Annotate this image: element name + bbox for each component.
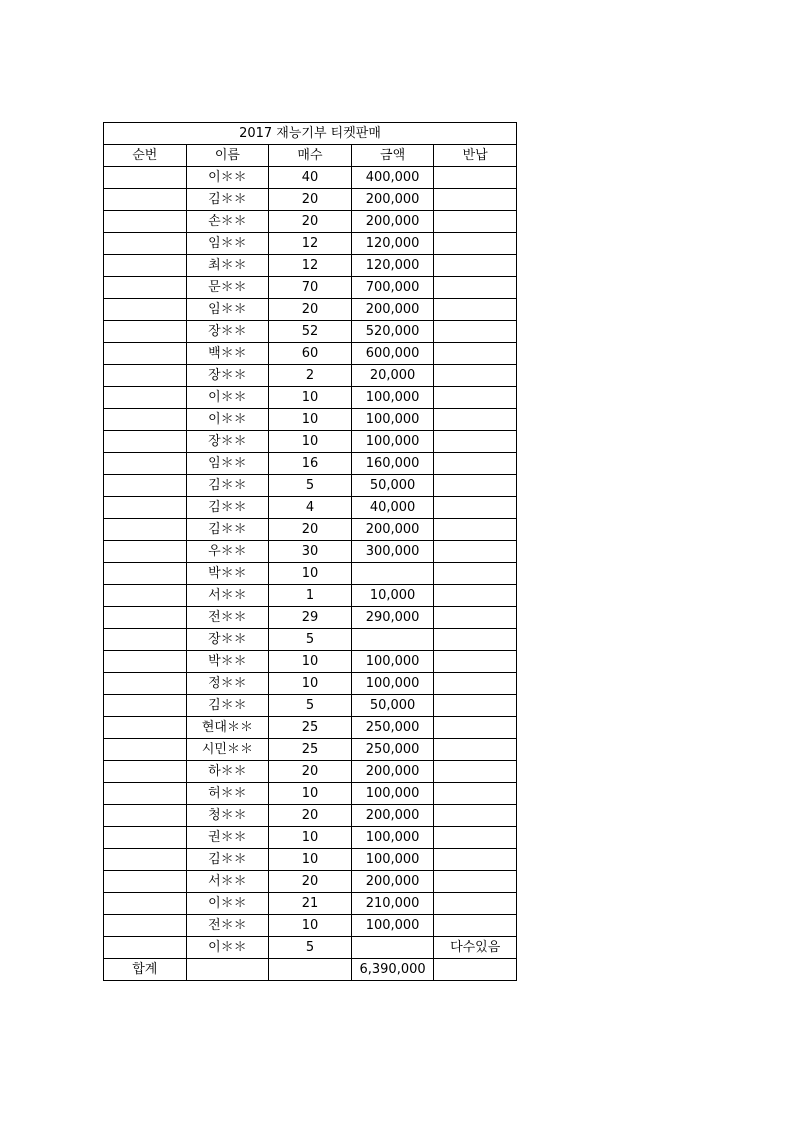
table-row <box>104 937 517 959</box>
header-seq: 순번 <box>104 145 187 167</box>
cell-seq <box>104 563 187 585</box>
cell-returned <box>434 497 517 519</box>
cell-amount: 50,000 <box>351 695 434 717</box>
table-row <box>104 695 517 717</box>
cell-seq <box>104 321 187 343</box>
cell-seq <box>104 211 187 233</box>
cell-amount: 50,000 <box>351 475 434 497</box>
cell-seq <box>104 827 187 849</box>
cell-amount: 100,000 <box>351 651 434 673</box>
cell-returned <box>434 805 517 827</box>
table-row <box>104 563 517 585</box>
table-row <box>104 189 517 211</box>
cell-amount: 10,000 <box>351 585 434 607</box>
total-name <box>186 959 269 981</box>
cell-seq <box>104 805 187 827</box>
cell-returned <box>434 387 517 409</box>
cell-seq <box>104 585 187 607</box>
table-row <box>104 167 517 189</box>
cell-seq <box>104 607 187 629</box>
cell-amount: 100,000 <box>351 409 434 431</box>
cell-name: 전＊＊ <box>186 915 269 937</box>
cell-seq <box>104 651 187 673</box>
cell-amount: 100,000 <box>351 849 434 871</box>
cell-amount: 200,000 <box>351 519 434 541</box>
cell-returned <box>434 563 517 585</box>
table-row <box>104 321 517 343</box>
cell-returned <box>434 277 517 299</box>
cell-qty: 20 <box>269 299 352 321</box>
cell-qty: 70 <box>269 277 352 299</box>
cell-qty: 5 <box>269 629 352 651</box>
cell-amount <box>351 937 434 959</box>
table-row <box>104 387 517 409</box>
table-row <box>104 211 517 233</box>
cell-name: 김＊＊ <box>186 849 269 871</box>
cell-returned <box>434 541 517 563</box>
cell-qty: 12 <box>269 233 352 255</box>
cell-qty: 16 <box>269 453 352 475</box>
table-row <box>104 629 517 651</box>
cell-seq <box>104 233 187 255</box>
cell-qty: 29 <box>269 607 352 629</box>
cell-returned <box>434 761 517 783</box>
cell-returned <box>434 717 517 739</box>
cell-amount: 200,000 <box>351 211 434 233</box>
cell-returned <box>434 871 517 893</box>
table-row <box>104 717 517 739</box>
cell-seq <box>104 717 187 739</box>
table-row <box>104 585 517 607</box>
cell-returned <box>434 673 517 695</box>
cell-seq <box>104 343 187 365</box>
cell-name: 손＊＊ <box>186 211 269 233</box>
cell-name: 장＊＊ <box>186 629 269 651</box>
cell-qty: 10 <box>269 651 352 673</box>
table-row <box>104 805 517 827</box>
cell-returned <box>434 321 517 343</box>
cell-name: 서＊＊ <box>186 585 269 607</box>
cell-returned: 다수있음 <box>434 937 517 959</box>
table-row <box>104 871 517 893</box>
table-row <box>104 475 517 497</box>
cell-returned <box>434 453 517 475</box>
cell-name: 이＊＊ <box>186 893 269 915</box>
cell-name: 임＊＊ <box>186 453 269 475</box>
cell-returned <box>434 915 517 937</box>
cell-seq <box>104 871 187 893</box>
table-row <box>104 233 517 255</box>
cell-seq <box>104 299 187 321</box>
cell-qty: 52 <box>269 321 352 343</box>
cell-returned <box>434 255 517 277</box>
cell-returned <box>434 409 517 431</box>
cell-name: 이＊＊ <box>186 409 269 431</box>
cell-amount: 120,000 <box>351 255 434 277</box>
cell-returned <box>434 739 517 761</box>
cell-name: 권＊＊ <box>186 827 269 849</box>
total-qty <box>269 959 352 981</box>
table-row <box>104 255 517 277</box>
cell-qty: 12 <box>269 255 352 277</box>
cell-amount: 100,000 <box>351 431 434 453</box>
total-label: 합계 <box>104 959 187 981</box>
cell-amount: 120,000 <box>351 233 434 255</box>
cell-seq <box>104 695 187 717</box>
cell-seq <box>104 497 187 519</box>
cell-returned <box>434 607 517 629</box>
cell-amount: 200,000 <box>351 189 434 211</box>
cell-name: 우＊＊ <box>186 541 269 563</box>
cell-name: 박＊＊ <box>186 651 269 673</box>
cell-qty: 20 <box>269 761 352 783</box>
cell-qty: 5 <box>269 475 352 497</box>
table-row <box>104 541 517 563</box>
cell-seq <box>104 849 187 871</box>
cell-seq <box>104 409 187 431</box>
cell-seq <box>104 629 187 651</box>
header-name: 이름 <box>186 145 269 167</box>
cell-returned <box>434 189 517 211</box>
cell-name: 문＊＊ <box>186 277 269 299</box>
table-row <box>104 277 517 299</box>
cell-amount: 40,000 <box>351 497 434 519</box>
cell-name: 정＊＊ <box>186 673 269 695</box>
table-row <box>104 409 517 431</box>
ticket-sales-table <box>103 122 517 981</box>
table-row <box>104 849 517 871</box>
cell-qty: 60 <box>269 343 352 365</box>
cell-amount: 700,000 <box>351 277 434 299</box>
cell-amount: 200,000 <box>351 299 434 321</box>
cell-name: 허＊＊ <box>186 783 269 805</box>
cell-amount <box>351 629 434 651</box>
table-row <box>104 497 517 519</box>
cell-qty: 25 <box>269 739 352 761</box>
cell-name: 김＊＊ <box>186 497 269 519</box>
cell-returned <box>434 365 517 387</box>
cell-qty: 10 <box>269 849 352 871</box>
cell-amount: 210,000 <box>351 893 434 915</box>
cell-amount: 160,000 <box>351 453 434 475</box>
cell-qty: 20 <box>269 189 352 211</box>
cell-returned <box>434 585 517 607</box>
cell-amount: 100,000 <box>351 827 434 849</box>
header-amount: 금액 <box>351 145 434 167</box>
table-row <box>104 431 517 453</box>
cell-returned <box>434 299 517 321</box>
cell-seq <box>104 761 187 783</box>
cell-qty: 10 <box>269 915 352 937</box>
cell-amount: 100,000 <box>351 673 434 695</box>
cell-name: 현대＊＊ <box>186 717 269 739</box>
cell-qty: 40 <box>269 167 352 189</box>
cell-returned <box>434 629 517 651</box>
cell-name: 장＊＊ <box>186 431 269 453</box>
cell-name: 이＊＊ <box>186 387 269 409</box>
cell-returned <box>434 233 517 255</box>
cell-seq <box>104 365 187 387</box>
cell-amount: 20,000 <box>351 365 434 387</box>
cell-name: 최＊＊ <box>186 255 269 277</box>
table-row <box>104 519 517 541</box>
table-row <box>104 739 517 761</box>
table-row <box>104 607 517 629</box>
cell-name: 박＊＊ <box>186 563 269 585</box>
cell-qty: 4 <box>269 497 352 519</box>
cell-name: 백＊＊ <box>186 343 269 365</box>
cell-seq <box>104 915 187 937</box>
cell-seq <box>104 475 187 497</box>
total-row <box>104 959 517 981</box>
table-body <box>104 167 517 959</box>
cell-returned <box>434 651 517 673</box>
table-row <box>104 651 517 673</box>
cell-amount: 100,000 <box>351 387 434 409</box>
cell-seq <box>104 277 187 299</box>
cell-returned <box>434 783 517 805</box>
cell-returned <box>434 167 517 189</box>
cell-seq <box>104 387 187 409</box>
cell-qty: 10 <box>269 431 352 453</box>
cell-name: 김＊＊ <box>186 189 269 211</box>
cell-qty: 20 <box>269 519 352 541</box>
cell-qty: 5 <box>269 695 352 717</box>
table-row <box>104 827 517 849</box>
cell-qty: 5 <box>269 937 352 959</box>
total-amount: 6,390,000 <box>351 959 434 981</box>
cell-amount: 520,000 <box>351 321 434 343</box>
table-row <box>104 761 517 783</box>
cell-qty: 20 <box>269 211 352 233</box>
cell-amount: 290,000 <box>351 607 434 629</box>
table-title: 2017 재능기부 티켓판매 <box>104 123 517 145</box>
cell-qty: 30 <box>269 541 352 563</box>
cell-returned <box>434 431 517 453</box>
cell-amount: 200,000 <box>351 761 434 783</box>
cell-seq <box>104 893 187 915</box>
cell-seq <box>104 519 187 541</box>
header-returned: 반납 <box>434 145 517 167</box>
table-row <box>104 783 517 805</box>
cell-qty: 10 <box>269 409 352 431</box>
header-qty: 매수 <box>269 145 352 167</box>
cell-name: 서＊＊ <box>186 871 269 893</box>
cell-name: 임＊＊ <box>186 299 269 321</box>
cell-qty: 21 <box>269 893 352 915</box>
cell-amount <box>351 563 434 585</box>
cell-amount: 250,000 <box>351 717 434 739</box>
table-row <box>104 893 517 915</box>
title-row <box>104 123 517 145</box>
cell-seq <box>104 167 187 189</box>
cell-amount: 300,000 <box>351 541 434 563</box>
cell-seq <box>104 541 187 563</box>
cell-qty: 2 <box>269 365 352 387</box>
cell-name: 이＊＊ <box>186 937 269 959</box>
cell-qty: 10 <box>269 827 352 849</box>
table-row <box>104 343 517 365</box>
cell-name: 청＊＊ <box>186 805 269 827</box>
cell-qty: 20 <box>269 871 352 893</box>
table-row <box>104 365 517 387</box>
cell-seq <box>104 189 187 211</box>
cell-seq <box>104 937 187 959</box>
table-row <box>104 299 517 321</box>
cell-seq <box>104 431 187 453</box>
table-row <box>104 673 517 695</box>
cell-returned <box>434 211 517 233</box>
cell-amount: 600,000 <box>351 343 434 365</box>
cell-qty: 10 <box>269 783 352 805</box>
cell-amount: 200,000 <box>351 871 434 893</box>
cell-amount: 100,000 <box>351 783 434 805</box>
cell-qty: 10 <box>269 563 352 585</box>
cell-seq <box>104 255 187 277</box>
cell-amount: 100,000 <box>351 915 434 937</box>
cell-seq <box>104 673 187 695</box>
cell-qty: 1 <box>269 585 352 607</box>
table-row <box>104 453 517 475</box>
cell-amount: 400,000 <box>351 167 434 189</box>
header-row <box>104 145 517 167</box>
cell-name: 전＊＊ <box>186 607 269 629</box>
cell-qty: 25 <box>269 717 352 739</box>
cell-returned <box>434 343 517 365</box>
cell-qty: 10 <box>269 387 352 409</box>
cell-qty: 20 <box>269 805 352 827</box>
cell-name: 김＊＊ <box>186 519 269 541</box>
cell-name: 김＊＊ <box>186 695 269 717</box>
cell-amount: 250,000 <box>351 739 434 761</box>
cell-returned <box>434 519 517 541</box>
cell-name: 장＊＊ <box>186 321 269 343</box>
cell-returned <box>434 849 517 871</box>
cell-returned <box>434 475 517 497</box>
cell-name: 김＊＊ <box>186 475 269 497</box>
cell-amount: 200,000 <box>351 805 434 827</box>
cell-seq <box>104 783 187 805</box>
cell-returned <box>434 695 517 717</box>
cell-name: 이＊＊ <box>186 167 269 189</box>
cell-returned <box>434 827 517 849</box>
table-row <box>104 915 517 937</box>
cell-name: 하＊＊ <box>186 761 269 783</box>
cell-name: 장＊＊ <box>186 365 269 387</box>
total-returned <box>434 959 517 981</box>
cell-seq <box>104 453 187 475</box>
cell-returned <box>434 893 517 915</box>
cell-name: 시민＊＊ <box>186 739 269 761</box>
cell-seq <box>104 739 187 761</box>
cell-qty: 10 <box>269 673 352 695</box>
cell-name: 임＊＊ <box>186 233 269 255</box>
